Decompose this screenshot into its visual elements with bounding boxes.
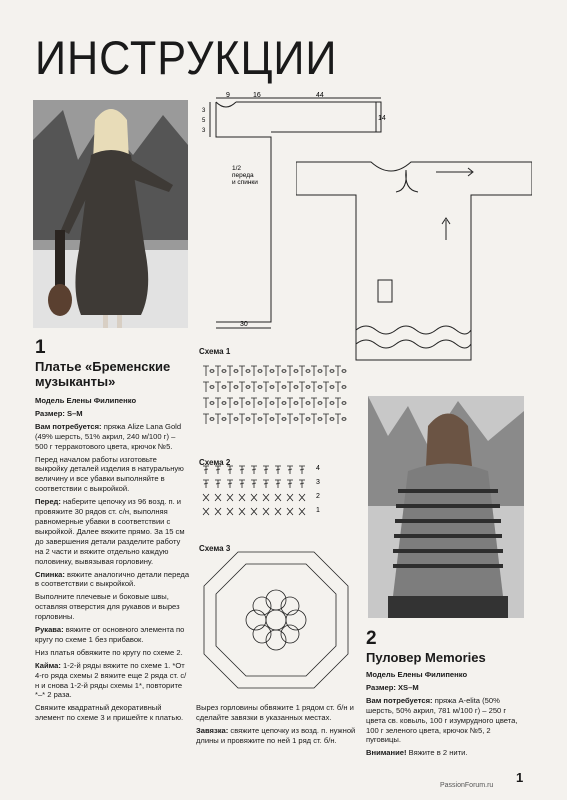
item-1-paragraph-body: 1-2-й ряды вяжите по схеме 1. *От 4-го ряда схемы 2 вяжите еще 2 ряда ст. с/н и снова 1-2-й ряды схемы 1*, повторите *–* 2 раза. [35, 660, 187, 700]
item-1-paragraph [35, 592, 190, 622]
schema-1-chart [200, 362, 350, 432]
label-half: 1/2 [232, 165, 242, 172]
item-1-paragraph-body: вяжите от основного элемента по кругу по схеме 1 без прибавок. [35, 625, 185, 644]
dim-16: 16 [253, 92, 261, 99]
item-2-instructions [366, 670, 524, 761]
item-1-paragraph [35, 455, 190, 495]
item-2-materials-label: Вам потребуется: [366, 695, 433, 705]
tie-label: Завязка: [196, 725, 229, 735]
item-2-attention [366, 748, 524, 758]
item-2-materials-body: пряжа A-elita (50% шерсть, 50% акрил, 781 м/100 г) – 250 г цвета св. ковыль, 100 г изумрудного цвета, 100 г зеленого цвета, крючок №5, 2 пуговицы. [366, 695, 518, 745]
item-1-title-line2: музыканты» [35, 374, 116, 389]
schema-2-label: Схема 2 [199, 458, 231, 467]
schema-2-chart [200, 460, 340, 520]
item-1-paragraph [35, 703, 190, 723]
item-1-title-line1: Платье «Бременские [35, 359, 171, 374]
item-2-model: Модель Елены Филипенко [366, 670, 468, 679]
label-front: переда [232, 172, 254, 179]
item-2-attention-body: Вяжите в 2 нити. [406, 748, 468, 758]
dim-3b: 3 [202, 128, 206, 134]
item-1-paragraph-label: Спинка: [35, 569, 65, 579]
dim-9: 9 [226, 92, 230, 99]
page-number: 1 [516, 770, 524, 785]
dim-3a: 3 [202, 108, 206, 114]
item-1-paragraph [35, 648, 190, 658]
item-2-materials [366, 696, 524, 746]
item-1-size: Размер: S–M [35, 408, 83, 418]
schema-3-chart [198, 546, 354, 694]
item-1-paragraph-label: Рукава: [35, 625, 64, 635]
dress-flat-drawing [296, 150, 532, 375]
item-1-title [35, 359, 190, 389]
item-1-paragraph-body: пряжа Alize Lana Gold (49% шерсть, 51% акрил, 240 м/100 г) – 500 г терракотового цвета, крючок №5. [35, 421, 182, 451]
tie-text [196, 726, 358, 746]
item-2-attention-label: Внимание! [366, 748, 407, 758]
collar-text: Вырез горловины обвяжите 1 рядом ст. б/н и сделайте завязки в указанных местах. [196, 703, 354, 722]
schema-3-label: Схема 3 [199, 544, 231, 553]
schema-2-row-3: 3 [316, 479, 320, 486]
tie-body: свяжите цепочку из возд. п. нужной длины и провяжите по ней 1 ряд ст. б/н. [196, 725, 356, 745]
dim-14: 14 [378, 115, 386, 122]
item-2-number: 2 [366, 628, 377, 649]
item-1-paragraph-body: Свяжите квадратный декоративный элемент по схеме 3 и пришейте к платью. [35, 703, 184, 723]
schema-2-row-2: 2 [316, 493, 320, 500]
item-1-paragraph-body: Низ платья обвяжите по кругу по схеме 2. [35, 647, 183, 657]
schema-2-row-4: 4 [316, 465, 320, 472]
schema-2-row-1: 1 [316, 507, 320, 514]
watermark: PassionForum.ru [440, 782, 494, 789]
dim-30: 30 [240, 321, 248, 328]
item-1-paragraph [35, 422, 190, 452]
item-1-paragraph-label: Вам потребуется: [35, 421, 102, 431]
collar-instructions [196, 703, 358, 749]
item-1-paragraph-body: вяжите аналогично детали переда в соответствии с выкройкой. [35, 569, 190, 589]
item-2-size: Размер: XS–M [366, 682, 419, 692]
item-1-paragraph [35, 570, 190, 590]
page-title: ИНСТРУКЦИИ [35, 31, 338, 84]
item-1-paragraph [35, 625, 190, 645]
item-1-paragraph-label: Перед: [35, 497, 61, 507]
item-1-paragraph [35, 497, 190, 566]
item-2-title: Пуловер Memories [366, 650, 486, 665]
dim-5: 5 [202, 118, 206, 124]
schema-1-label: Схема 1 [199, 347, 231, 356]
item-1-number: 1 [35, 337, 46, 358]
dress-photo [33, 100, 188, 328]
dim-44: 44 [316, 92, 324, 99]
item-1-instructions [35, 396, 190, 726]
item-1-paragraph [35, 661, 190, 701]
item-1-paragraph-body: Перед началом работы изготовьте выкройку деталей изделия в натуральную величину и все убавки выполняйте в соответствии с выкройкой. [35, 454, 184, 494]
item-1-paragraph-body: наберите цепочку из 96 возд. п. и провяжите 30 рядов ст. с/н, выполняя равномерные убавки в соответствии с выкройкой. Далее вяжите прямо. За 15 см до завершения детали разделите работу на 2 части и вяжите отдельно каждую половинку, вывязывая горловину. [35, 497, 185, 566]
item-1-paragraph-label: Кайма: [35, 660, 61, 670]
label-back: и спинки [232, 179, 258, 186]
pullover-photo [368, 396, 524, 618]
item-1-paragraph-body: Выполните плечевые и боковые швы, оставляя отверстия для рукавов и вырез горловины. [35, 592, 180, 622]
item-1-model: Модель Елены Филипенко [35, 396, 137, 405]
